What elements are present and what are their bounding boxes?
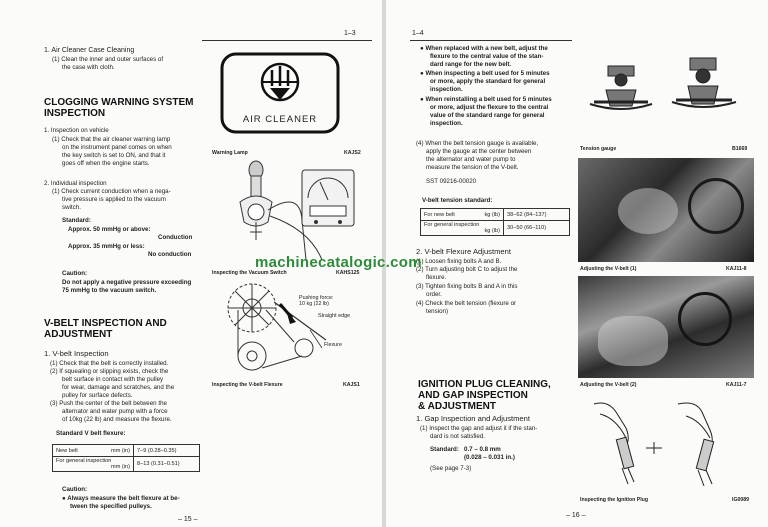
gauge-line-1: (4) When the belt tension gauge is available, (416, 140, 539, 147)
caption-ignition-plug: Inspecting the Ignition Plug (580, 497, 649, 503)
vacuum-switch-drawing (210, 160, 360, 266)
gap-line-1: (1) Inspect the gap and adjust it if the stan- (420, 425, 538, 432)
tension-row-label: For new belt kg (lb) (421, 209, 504, 221)
adjusting-vbelt-photo-1 (578, 158, 754, 262)
gap-see-page: (See page 7-3) (430, 465, 472, 472)
caution-2-line-2: tween the specified pulleys. (70, 503, 152, 510)
pushing-force-label (299, 295, 333, 307)
bullet-3-line-4: inspection. (430, 120, 463, 127)
insp-line-3: the key switch is set to ON, and that it (62, 152, 166, 159)
bullet-1-line-2: flexure to the central value of the stan- (430, 53, 544, 60)
caption-vbelt-flexure: Inspecting the V-belt Flexure (212, 382, 283, 388)
aircleaner-line-2: the case with cloth. (62, 64, 115, 71)
vbelt-line-7: alternator and water pump with a force (62, 408, 168, 415)
pulley-shape (678, 292, 732, 346)
header-rule (410, 40, 572, 41)
bullet-3-line-1: ● When reinstalling a belt used for 5 minutes (420, 96, 552, 103)
adj-line-1: (1) Loosen fixing bolts A and B. (416, 258, 502, 265)
caption-ignition-plug-code: IG0089 (732, 497, 750, 503)
bullet-1-line-1: ● When replaced with a new belt, adjust the (420, 45, 548, 52)
adj-line-2: (2) Turn adjusting bolt C to adjust the (416, 266, 518, 273)
gap-standard-mm: 0.7 – 0.8 mm (464, 446, 501, 453)
indiv-line-3: switch. (62, 204, 81, 211)
table-row (53, 445, 200, 457)
pushing-force-line-1: Pushing force: (299, 295, 334, 301)
gauge-line-3: the alternator and water pump to (426, 156, 516, 163)
lamp-text: AIR CLEANER (242, 114, 318, 125)
header-rule (202, 40, 372, 41)
table-row (53, 457, 200, 472)
adj-line-7: tension) (426, 308, 449, 315)
aircleaner-title: 1. Air Cleaner Case Cleaning (44, 47, 135, 54)
caption-vbelt-flexure-code: KAJS1 (343, 382, 360, 388)
pushing-force-line-2: 10 kg (22 lb) (299, 301, 329, 308)
adj-line-4: (3) Tighten fixing bolts B and A in this (416, 283, 518, 290)
tension-gauge-drawing (586, 50, 752, 140)
caption-tension-gauge-code: B1669 (732, 146, 748, 152)
vbelt-line-3: belt surface in contact with the pulley (62, 376, 164, 383)
right-page (386, 0, 768, 527)
caption-adjusting-2: Adjusting the V-belt (2) (580, 382, 637, 388)
flexure-row-value: 7–9 (0.28–0.35) (134, 445, 200, 457)
vbelt-line-2: (2) If squealing or slipping exists, check the (50, 368, 169, 375)
indiv-line-1: (1) Check current conduction when a nega- (52, 188, 171, 195)
gap-inspection-title: 1. Gap Inspection and Adjustment (416, 414, 530, 423)
caption-warning-lamp-code: KAJS2 (344, 150, 361, 156)
flexure-adjustment-title: 2. V-belt Flexure Adjustment (416, 247, 511, 256)
bullet-3-line-2: or more, adjust the flexure to the central (430, 104, 549, 111)
page-footer: – 15 – (178, 516, 198, 523)
insp-line-1: (1) Check that the air cleaner warning lamp (52, 136, 171, 143)
ignition-heading-3: & ADJUSTMENT (418, 401, 496, 412)
gap-line-2: dard is not satisfied. (430, 433, 486, 440)
caption-adjusting-1: Adjusting the V-belt (1) (580, 266, 637, 272)
individual-inspection: 2. Individual inspection (44, 180, 107, 187)
vbelt-inspection-title: 1. V-belt Inspection (44, 349, 109, 358)
flexure-row-label: New belt mm (in) (53, 445, 134, 457)
insp-line-2: on the instrument panel comes on when (62, 144, 172, 151)
caption-warning-lamp: Warning Lamp (212, 150, 248, 156)
tension-row-label: For general inspection kg (lb) (421, 221, 504, 236)
gauge-line-2: apply the gauge at the center between (426, 148, 532, 155)
caption-vacuum-switch-code: KAHS125 (336, 270, 360, 276)
standard-flexure-label: Standard V belt flexure: (56, 430, 126, 437)
vbelt-line-8: of 10kg (22 lb) and measure the flexure. (62, 416, 172, 423)
adj-line-5: order. (426, 291, 442, 298)
ignition-plug-drawing (586, 398, 750, 490)
vbelt-flexure-drawing (214, 282, 364, 378)
caption-vacuum-switch: Inspecting the Vacuum Switch (212, 270, 287, 276)
sst-number: SST 09216-00020 (426, 178, 477, 185)
standard-2-result: No conduction (148, 251, 192, 258)
adjusting-vbelt-photo-2 (578, 276, 754, 378)
vbelt-line-4: for wear, damage and scratches, and the (62, 384, 175, 391)
flexure-label: Flexure (324, 342, 342, 348)
vbelt-heading-2: ADJUSTMENT (44, 329, 113, 340)
standard-1: Approx. 50 mmHg or above: (68, 226, 151, 233)
tension-row-value: 30–50 (66–110) (504, 221, 570, 236)
table-row (421, 221, 570, 236)
alternator-shape (618, 188, 678, 234)
standard-label: Standard: (62, 217, 91, 224)
flexure-table (52, 444, 200, 472)
page-footer: – 16 – (566, 512, 586, 519)
caution-1-line-1: Do not apply a negative pressure exceeding (62, 279, 192, 286)
clogging-heading-2: INSPECTION (44, 108, 106, 119)
tension-row-value: 38–62 (84–137) (504, 209, 570, 221)
gap-standard-in: (0.028 – 0.031 in.) (464, 454, 515, 461)
page-header: 1–4 (412, 30, 424, 37)
warning-lamp-figure (220, 52, 340, 134)
vbelt-line-1: (1) Check that the belt is correctly installed. (50, 360, 169, 367)
caution-label: Caution: (62, 270, 88, 277)
caption-adjusting-2-code: KAJ11-7 (726, 382, 747, 388)
ignition-heading-1: IGNITION PLUG CLEANING, (418, 379, 551, 390)
adj-line-6: (4) Check the belt tension (flexure or (416, 300, 517, 307)
caution-2-line-1: ● Always measure the belt flexure at be- (62, 495, 180, 502)
standard-1-result: Conduction (158, 234, 193, 241)
bullet-2-line-2: or more, apply the standard for general (430, 78, 546, 85)
bullet-2-line-1: ● When inspecting a belt used for 5 minutes (420, 70, 550, 77)
ignition-heading-2: AND GAP INSPECTION (418, 390, 528, 401)
tension-gauge-figure (586, 50, 752, 140)
bullet-1-line-3: dard range for the new belt. (430, 61, 512, 68)
table-row (421, 209, 570, 221)
flexure-row-value: 8–13 (0.31–0.51) (134, 457, 200, 472)
insp-line-4: goes off when the engine starts. (62, 160, 150, 167)
watermark: machinecatalogic.com (255, 254, 422, 271)
tension-standard-label: V-belt tension standard: (422, 197, 493, 204)
hand-shape (598, 316, 668, 366)
caution-1-line-2: 75 mmHg to the vacuum switch. (62, 287, 157, 294)
page-header: 1–3 (344, 30, 356, 37)
vbelt-flexure-figure (214, 282, 364, 378)
bullet-3-line-3: value of the standard range for general (430, 112, 545, 119)
gauge-line-4: measure the tension of the V-belt. (426, 164, 519, 171)
caption-tension-gauge: Tension gauge (580, 146, 617, 152)
caption-adjusting-1-code: KAJ11-8 (726, 266, 747, 272)
indiv-line-2: tive pressure is applied to the vacuum (62, 196, 166, 203)
caution-2-label: Caution: (62, 486, 88, 493)
bullet-2-line-3: inspection. (430, 86, 463, 93)
aircleaner-line-1: (1) Clean the inner and outer surfaces of (52, 56, 164, 63)
inspection-on-vehicle: 1. Inspection on vehicle (44, 127, 109, 134)
clogging-heading-1: CLOGGING WARNING SYSTEM (44, 97, 194, 108)
adj-line-3: flexure. (426, 274, 447, 281)
vbelt-line-5: pulley for surface defects. (62, 392, 133, 399)
straight-edge-label: Straight edge (318, 313, 351, 319)
gap-standard-label: Standard: (430, 446, 459, 453)
ignition-plug-figure (586, 398, 750, 490)
flexure-row-label: For general inspection mm (in) (53, 457, 134, 472)
vacuum-switch-figure (210, 160, 360, 266)
standard-2: Approx. 35 mmHg or less: (68, 243, 145, 250)
pulley-shape (688, 178, 744, 234)
vbelt-line-6: (3) Push the center of the belt between the (50, 400, 167, 407)
tension-table (420, 208, 570, 236)
vbelt-heading-1: V-BELT INSPECTION AND (44, 318, 167, 329)
